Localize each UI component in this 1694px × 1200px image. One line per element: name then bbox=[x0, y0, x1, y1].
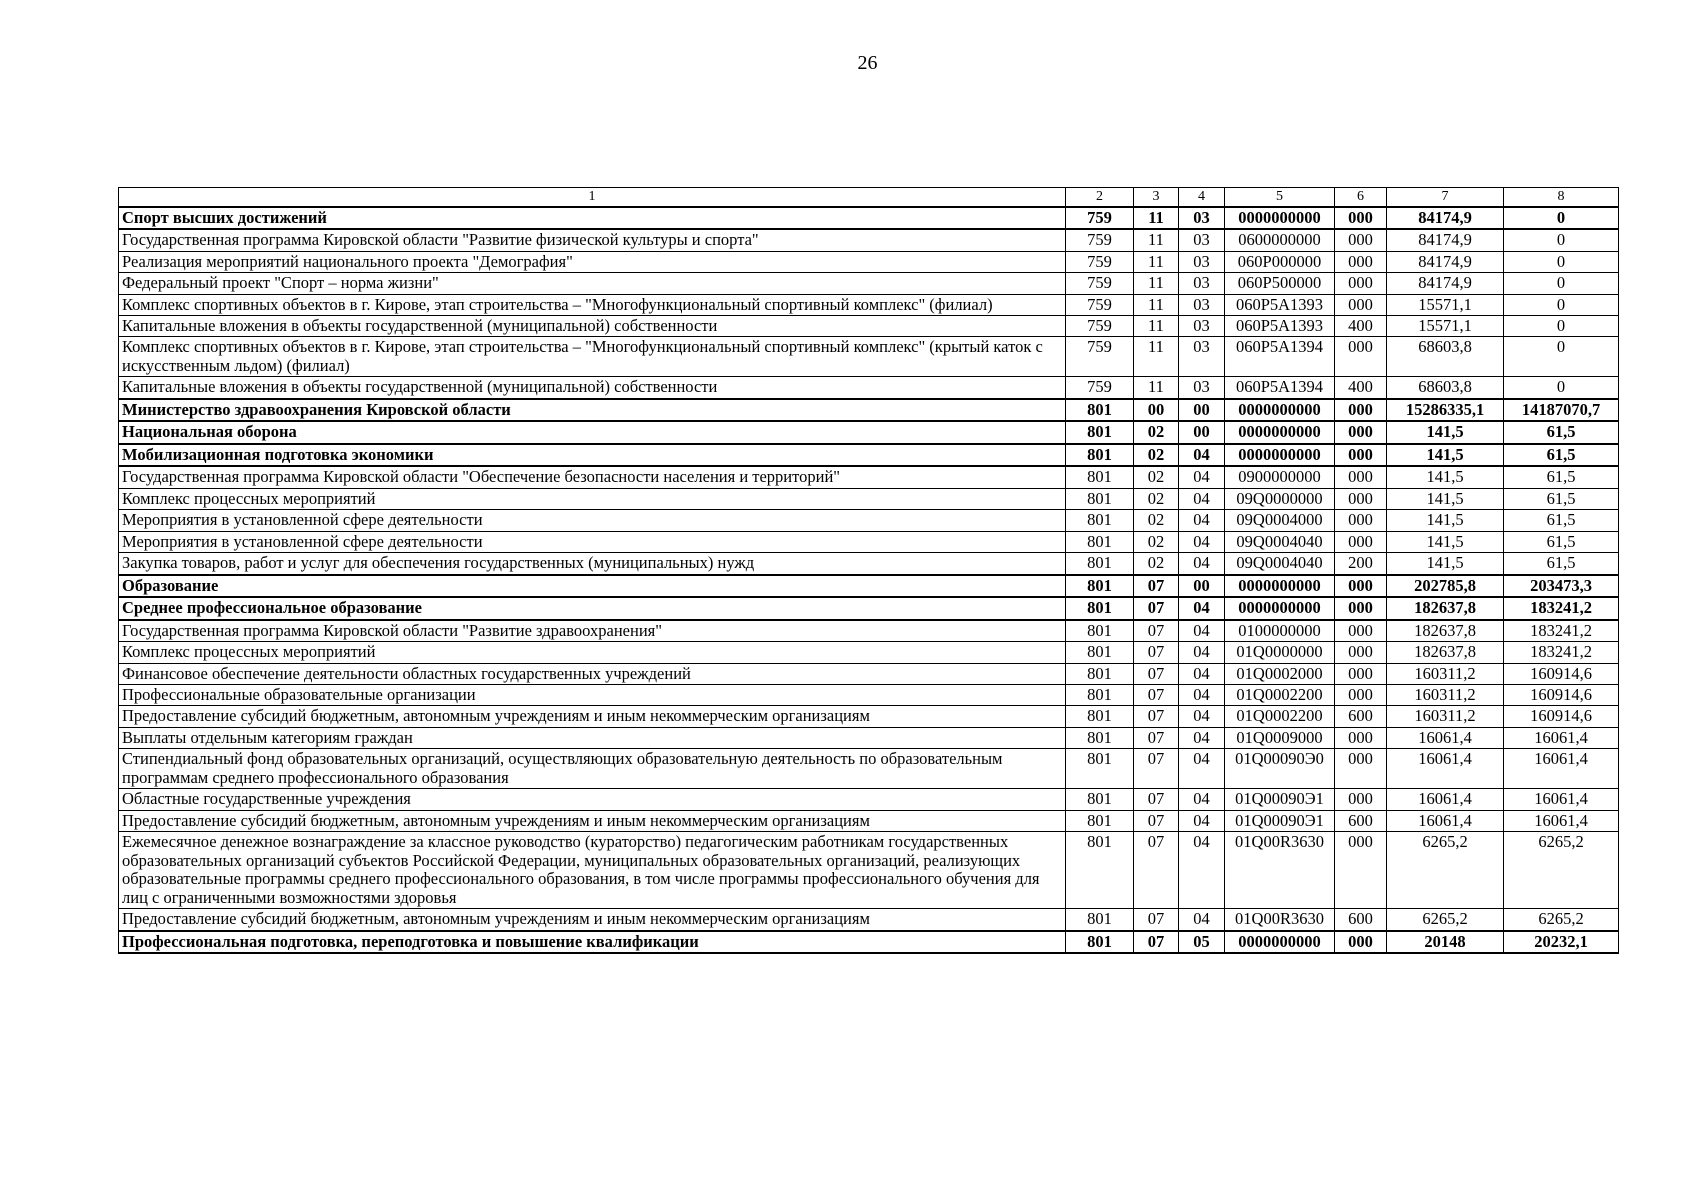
row-amount-year1-cell: 6265,2 bbox=[1387, 909, 1504, 931]
row-subsection-cell: 04 bbox=[1179, 706, 1225, 727]
row-target-article-cell: 01Q0009000 bbox=[1225, 727, 1335, 748]
row-name-cell: Государственная программа Кировской области "Развитие здравоохранения" bbox=[119, 620, 1066, 642]
row-name-cell: Финансовое обеспечение деятельности областных государственных учреждений bbox=[119, 663, 1066, 684]
row-ministry-code-cell: 801 bbox=[1066, 789, 1134, 810]
row-amount-year2-cell: 61,5 bbox=[1504, 531, 1619, 552]
row-amount-year2-cell: 0 bbox=[1504, 273, 1619, 294]
row-subsection-cell: 03 bbox=[1179, 316, 1225, 337]
row-target-article-cell: 060P5A1394 bbox=[1225, 337, 1335, 377]
row-amount-year1-cell: 160311,2 bbox=[1387, 663, 1504, 684]
row-amount-year2-cell: 16061,4 bbox=[1504, 727, 1619, 748]
row-name-cell: Выплаты отдельным категориям граждан bbox=[119, 727, 1066, 748]
row-section-cell: 11 bbox=[1134, 337, 1179, 377]
table-row bbox=[119, 399, 1619, 421]
row-name-cell: Федеральный проект "Спорт – норма жизни" bbox=[119, 273, 1066, 294]
row-name-cell: Капитальные вложения в объекты государственной (муниципальной) собственности bbox=[119, 316, 1066, 337]
row-amount-year1-cell: 15286335,1 bbox=[1387, 399, 1504, 421]
row-expense-type-cell: 000 bbox=[1335, 597, 1387, 619]
row-expense-type-cell: 000 bbox=[1335, 488, 1387, 509]
row-amount-year2-cell: 61,5 bbox=[1504, 553, 1619, 575]
row-target-article-cell: 01Q00090Э0 bbox=[1225, 749, 1335, 789]
row-ministry-code-cell: 801 bbox=[1066, 421, 1134, 443]
row-amount-year1-cell: 182637,8 bbox=[1387, 620, 1504, 642]
table-row bbox=[119, 620, 1619, 642]
row-name-cell: Капитальные вложения в объекты государственной (муниципальной) собственности bbox=[119, 377, 1066, 399]
row-expense-type-cell: 000 bbox=[1335, 575, 1387, 597]
row-subsection-cell: 03 bbox=[1179, 273, 1225, 294]
row-amount-year1-cell: 141,5 bbox=[1387, 466, 1504, 488]
table-row bbox=[119, 531, 1619, 552]
column-header: 4 bbox=[1179, 188, 1225, 207]
row-ministry-code-cell: 801 bbox=[1066, 553, 1134, 575]
row-name-cell: Профессиональные образовательные организации bbox=[119, 684, 1066, 705]
row-expense-type-cell: 000 bbox=[1335, 620, 1387, 642]
row-amount-year1-cell: 160311,2 bbox=[1387, 684, 1504, 705]
column-header: 1 bbox=[119, 188, 1066, 207]
row-subsection-cell: 04 bbox=[1179, 642, 1225, 663]
row-name-cell: Предоставление субсидий бюджетным, автономным учреждениям и иным некоммерческим организациям bbox=[119, 706, 1066, 727]
row-expense-type-cell: 000 bbox=[1335, 294, 1387, 315]
row-name-cell: Национальная оборона bbox=[119, 421, 1066, 443]
row-amount-year2-cell: 160914,6 bbox=[1504, 663, 1619, 684]
row-target-article-cell: 09Q0004040 bbox=[1225, 531, 1335, 552]
row-expense-type-cell: 200 bbox=[1335, 553, 1387, 575]
row-name-cell: Ежемесячное денежное вознаграждение за классное руководство (кураторство) педагогическим работникам государственных образовательных организаций субъектов Российской Федерации, муниципальных образовательных организаций, реализующих образовательные программы среднего профессионального образования, в том числе программы профессионального обучения для лиц с ограниченными возможностями здоровья bbox=[119, 832, 1066, 909]
row-amount-year2-cell: 61,5 bbox=[1504, 510, 1619, 531]
row-target-article-cell: 01Q00R3630 bbox=[1225, 832, 1335, 909]
row-expense-type-cell: 000 bbox=[1335, 207, 1387, 229]
row-expense-type-cell: 000 bbox=[1335, 337, 1387, 377]
row-section-cell: 11 bbox=[1134, 294, 1179, 315]
row-section-cell: 07 bbox=[1134, 575, 1179, 597]
table-row bbox=[119, 316, 1619, 337]
page-number: 26 bbox=[857, 52, 878, 74]
row-amount-year2-cell: 0 bbox=[1504, 207, 1619, 229]
row-target-article-cell: 0000000000 bbox=[1225, 597, 1335, 619]
row-amount-year1-cell: 141,5 bbox=[1387, 444, 1504, 466]
row-section-cell: 02 bbox=[1134, 421, 1179, 443]
row-name-cell: Предоставление субсидий бюджетным, автономным учреждениям и иным некоммерческим организациям bbox=[119, 909, 1066, 931]
row-amount-year2-cell: 160914,6 bbox=[1504, 684, 1619, 705]
row-ministry-code-cell: 801 bbox=[1066, 444, 1134, 466]
row-subsection-cell: 03 bbox=[1179, 294, 1225, 315]
row-subsection-cell: 03 bbox=[1179, 251, 1225, 272]
row-amount-year2-cell: 61,5 bbox=[1504, 421, 1619, 443]
row-section-cell: 07 bbox=[1134, 620, 1179, 642]
row-ministry-code-cell: 759 bbox=[1066, 273, 1134, 294]
row-amount-year2-cell: 183241,2 bbox=[1504, 642, 1619, 663]
row-subsection-cell: 03 bbox=[1179, 229, 1225, 251]
row-amount-year1-cell: 182637,8 bbox=[1387, 597, 1504, 619]
table-row bbox=[119, 229, 1619, 251]
table-row bbox=[119, 909, 1619, 931]
row-ministry-code-cell: 801 bbox=[1066, 931, 1134, 953]
table-row bbox=[119, 444, 1619, 466]
row-name-cell: Предоставление субсидий бюджетным, автономным учреждениям и иным некоммерческим организациям bbox=[119, 810, 1066, 831]
row-section-cell: 02 bbox=[1134, 488, 1179, 509]
table-row bbox=[119, 642, 1619, 663]
row-amount-year2-cell: 14187070,7 bbox=[1504, 399, 1619, 421]
row-name-cell: Государственная программа Кировской области "Обеспечение безопасности населения и территорий" bbox=[119, 466, 1066, 488]
row-expense-type-cell: 000 bbox=[1335, 531, 1387, 552]
table-row bbox=[119, 931, 1619, 953]
row-ministry-code-cell: 801 bbox=[1066, 510, 1134, 531]
row-subsection-cell: 03 bbox=[1179, 377, 1225, 399]
row-expense-type-cell: 000 bbox=[1335, 642, 1387, 663]
row-amount-year1-cell: 84174,9 bbox=[1387, 273, 1504, 294]
row-section-cell: 02 bbox=[1134, 510, 1179, 531]
row-amount-year1-cell: 20148 bbox=[1387, 931, 1504, 953]
row-ministry-code-cell: 801 bbox=[1066, 466, 1134, 488]
row-subsection-cell: 04 bbox=[1179, 620, 1225, 642]
row-amount-year1-cell: 84174,9 bbox=[1387, 251, 1504, 272]
row-expense-type-cell: 000 bbox=[1335, 444, 1387, 466]
row-amount-year1-cell: 6265,2 bbox=[1387, 832, 1504, 909]
row-name-cell: Реализация мероприятий национального проекта "Демография" bbox=[119, 251, 1066, 272]
row-amount-year2-cell: 20232,1 bbox=[1504, 931, 1619, 953]
row-subsection-cell: 04 bbox=[1179, 553, 1225, 575]
table-row bbox=[119, 488, 1619, 509]
row-amount-year1-cell: 141,5 bbox=[1387, 488, 1504, 509]
table-row bbox=[119, 421, 1619, 443]
row-name-cell: Среднее профессиональное образование bbox=[119, 597, 1066, 619]
row-ministry-code-cell: 801 bbox=[1066, 749, 1134, 789]
row-section-cell: 11 bbox=[1134, 316, 1179, 337]
row-section-cell: 07 bbox=[1134, 810, 1179, 831]
row-ministry-code-cell: 801 bbox=[1066, 909, 1134, 931]
table-row bbox=[119, 294, 1619, 315]
row-section-cell: 07 bbox=[1134, 663, 1179, 684]
row-subsection-cell: 04 bbox=[1179, 810, 1225, 831]
table-row bbox=[119, 575, 1619, 597]
row-section-cell: 11 bbox=[1134, 377, 1179, 399]
row-amount-year2-cell: 16061,4 bbox=[1504, 810, 1619, 831]
row-target-article-cell: 060P500000 bbox=[1225, 273, 1335, 294]
row-section-cell: 07 bbox=[1134, 931, 1179, 953]
row-ministry-code-cell: 801 bbox=[1066, 488, 1134, 509]
row-target-article-cell: 060P000000 bbox=[1225, 251, 1335, 272]
row-section-cell: 02 bbox=[1134, 531, 1179, 552]
row-amount-year1-cell: 182637,8 bbox=[1387, 642, 1504, 663]
row-expense-type-cell: 000 bbox=[1335, 510, 1387, 531]
row-section-cell: 07 bbox=[1134, 727, 1179, 748]
row-ministry-code-cell: 801 bbox=[1066, 706, 1134, 727]
row-amount-year2-cell: 0 bbox=[1504, 251, 1619, 272]
row-expense-type-cell: 000 bbox=[1335, 466, 1387, 488]
row-amount-year1-cell: 160311,2 bbox=[1387, 706, 1504, 727]
table-row bbox=[119, 597, 1619, 619]
row-ministry-code-cell: 801 bbox=[1066, 531, 1134, 552]
row-section-cell: 07 bbox=[1134, 749, 1179, 789]
row-name-cell: Образование bbox=[119, 575, 1066, 597]
row-amount-year1-cell: 16061,4 bbox=[1387, 789, 1504, 810]
row-name-cell: Мобилизационная подготовка экономики bbox=[119, 444, 1066, 466]
row-name-cell: Профессиональная подготовка, переподготовка и повышение квалификации bbox=[119, 931, 1066, 953]
row-amount-year1-cell: 141,5 bbox=[1387, 421, 1504, 443]
row-expense-type-cell: 600 bbox=[1335, 810, 1387, 831]
row-subsection-cell: 04 bbox=[1179, 466, 1225, 488]
row-target-article-cell: 01Q0002000 bbox=[1225, 663, 1335, 684]
row-subsection-cell: 00 bbox=[1179, 575, 1225, 597]
row-ministry-code-cell: 759 bbox=[1066, 251, 1134, 272]
row-amount-year2-cell: 203473,3 bbox=[1504, 575, 1619, 597]
row-target-article-cell: 09Q0004000 bbox=[1225, 510, 1335, 531]
column-header: 3 bbox=[1134, 188, 1179, 207]
row-amount-year2-cell: 160914,6 bbox=[1504, 706, 1619, 727]
table-row bbox=[119, 706, 1619, 727]
row-amount-year1-cell: 16061,4 bbox=[1387, 810, 1504, 831]
row-amount-year2-cell: 183241,2 bbox=[1504, 597, 1619, 619]
row-subsection-cell: 03 bbox=[1179, 207, 1225, 229]
row-expense-type-cell: 000 bbox=[1335, 931, 1387, 953]
row-subsection-cell: 00 bbox=[1179, 399, 1225, 421]
row-subsection-cell: 04 bbox=[1179, 789, 1225, 810]
row-expense-type-cell: 000 bbox=[1335, 684, 1387, 705]
table-row bbox=[119, 510, 1619, 531]
row-subsection-cell: 04 bbox=[1179, 510, 1225, 531]
row-ministry-code-cell: 759 bbox=[1066, 294, 1134, 315]
row-target-article-cell: 01Q00090Э1 bbox=[1225, 810, 1335, 831]
row-section-cell: 02 bbox=[1134, 553, 1179, 575]
row-amount-year1-cell: 84174,9 bbox=[1387, 229, 1504, 251]
row-subsection-cell: 04 bbox=[1179, 727, 1225, 748]
row-expense-type-cell: 000 bbox=[1335, 229, 1387, 251]
row-amount-year2-cell: 0 bbox=[1504, 377, 1619, 399]
row-expense-type-cell: 000 bbox=[1335, 727, 1387, 748]
row-ministry-code-cell: 801 bbox=[1066, 620, 1134, 642]
row-section-cell: 11 bbox=[1134, 229, 1179, 251]
row-section-cell: 02 bbox=[1134, 466, 1179, 488]
table-row bbox=[119, 251, 1619, 272]
row-target-article-cell: 0000000000 bbox=[1225, 207, 1335, 229]
row-expense-type-cell: 400 bbox=[1335, 316, 1387, 337]
table-row bbox=[119, 466, 1619, 488]
row-expense-type-cell: 600 bbox=[1335, 706, 1387, 727]
table-row bbox=[119, 663, 1619, 684]
row-amount-year2-cell: 0 bbox=[1504, 316, 1619, 337]
column-header: 7 bbox=[1387, 188, 1504, 207]
row-ministry-code-cell: 801 bbox=[1066, 810, 1134, 831]
row-name-cell: Комплекс спортивных объектов в г. Кирове, этап строительства – "Многофункциональный спортивный комплекс" (филиал) bbox=[119, 294, 1066, 315]
row-target-article-cell: 0900000000 bbox=[1225, 466, 1335, 488]
row-amount-year1-cell: 16061,4 bbox=[1387, 727, 1504, 748]
row-subsection-cell: 04 bbox=[1179, 832, 1225, 909]
row-ministry-code-cell: 759 bbox=[1066, 337, 1134, 377]
table-row bbox=[119, 727, 1619, 748]
row-amount-year2-cell: 61,5 bbox=[1504, 444, 1619, 466]
row-name-cell: Стипендиальный фонд образовательных организаций, осуществляющих образовательную деятельность по образовательным программам среднего профессионального образования bbox=[119, 749, 1066, 789]
row-amount-year2-cell: 0 bbox=[1504, 294, 1619, 315]
row-target-article-cell: 060P5A1393 bbox=[1225, 316, 1335, 337]
row-amount-year2-cell: 61,5 bbox=[1504, 488, 1619, 509]
budget-table bbox=[118, 187, 1619, 954]
row-target-article-cell: 09Q0000000 bbox=[1225, 488, 1335, 509]
row-amount-year1-cell: 68603,8 bbox=[1387, 337, 1504, 377]
table-row bbox=[119, 207, 1619, 229]
row-ministry-code-cell: 759 bbox=[1066, 377, 1134, 399]
table-row bbox=[119, 377, 1619, 399]
row-ministry-code-cell: 759 bbox=[1066, 229, 1134, 251]
table-body bbox=[119, 207, 1619, 953]
row-expense-type-cell: 000 bbox=[1335, 749, 1387, 789]
row-name-cell: Государственная программа Кировской области "Развитие физической культуры и спорта" bbox=[119, 229, 1066, 251]
row-section-cell: 07 bbox=[1134, 684, 1179, 705]
row-section-cell: 07 bbox=[1134, 706, 1179, 727]
row-target-article-cell: 0600000000 bbox=[1225, 229, 1335, 251]
row-expense-type-cell: 000 bbox=[1335, 421, 1387, 443]
row-amount-year2-cell: 61,5 bbox=[1504, 466, 1619, 488]
row-ministry-code-cell: 759 bbox=[1066, 207, 1134, 229]
row-subsection-cell: 03 bbox=[1179, 337, 1225, 377]
row-section-cell: 07 bbox=[1134, 789, 1179, 810]
row-target-article-cell: 060P5A1393 bbox=[1225, 294, 1335, 315]
row-expense-type-cell: 000 bbox=[1335, 399, 1387, 421]
table-row bbox=[119, 810, 1619, 831]
row-name-cell: Мероприятия в установленной сфере деятельности bbox=[119, 510, 1066, 531]
row-section-cell: 11 bbox=[1134, 273, 1179, 294]
row-amount-year1-cell: 15571,1 bbox=[1387, 294, 1504, 315]
row-name-cell: Спорт высших достижений bbox=[119, 207, 1066, 229]
row-ministry-code-cell: 801 bbox=[1066, 663, 1134, 684]
row-target-article-cell: 01Q0000000 bbox=[1225, 642, 1335, 663]
column-header: 5 bbox=[1225, 188, 1335, 207]
row-target-article-cell: 0000000000 bbox=[1225, 444, 1335, 466]
row-amount-year1-cell: 84174,9 bbox=[1387, 207, 1504, 229]
row-section-cell: 07 bbox=[1134, 909, 1179, 931]
row-target-article-cell: 0000000000 bbox=[1225, 931, 1335, 953]
row-subsection-cell: 04 bbox=[1179, 749, 1225, 789]
row-target-article-cell: 0000000000 bbox=[1225, 399, 1335, 421]
table-row bbox=[119, 553, 1619, 575]
row-subsection-cell: 04 bbox=[1179, 909, 1225, 931]
row-ministry-code-cell: 801 bbox=[1066, 642, 1134, 663]
row-name-cell: Мероприятия в установленной сфере деятельности bbox=[119, 531, 1066, 552]
row-name-cell: Комплекс спортивных объектов в г. Кирове, этап строительства – "Многофункциональный спортивный комплекс" (крытый каток с искусственным льдом) (филиал) bbox=[119, 337, 1066, 377]
row-section-cell: 00 bbox=[1134, 399, 1179, 421]
row-amount-year1-cell: 141,5 bbox=[1387, 510, 1504, 531]
row-target-article-cell: 0000000000 bbox=[1225, 575, 1335, 597]
row-amount-year2-cell: 16061,4 bbox=[1504, 749, 1619, 789]
table-row bbox=[119, 749, 1619, 789]
row-section-cell: 07 bbox=[1134, 642, 1179, 663]
row-ministry-code-cell: 801 bbox=[1066, 727, 1134, 748]
row-subsection-cell: 04 bbox=[1179, 663, 1225, 684]
row-target-article-cell: 060P5A1394 bbox=[1225, 377, 1335, 399]
table-row bbox=[119, 273, 1619, 294]
column-header: 8 bbox=[1504, 188, 1619, 207]
row-section-cell: 11 bbox=[1134, 207, 1179, 229]
row-amount-year1-cell: 15571,1 bbox=[1387, 316, 1504, 337]
row-amount-year2-cell: 0 bbox=[1504, 229, 1619, 251]
row-amount-year2-cell: 183241,2 bbox=[1504, 620, 1619, 642]
row-expense-type-cell: 000 bbox=[1335, 832, 1387, 909]
row-section-cell: 11 bbox=[1134, 251, 1179, 272]
column-header: 2 bbox=[1066, 188, 1134, 207]
row-amount-year1-cell: 202785,8 bbox=[1387, 575, 1504, 597]
row-name-cell: Министерство здравоохранения Кировской области bbox=[119, 399, 1066, 421]
table-header-row bbox=[119, 188, 1619, 207]
row-subsection-cell: 04 bbox=[1179, 597, 1225, 619]
row-section-cell: 07 bbox=[1134, 832, 1179, 909]
row-section-cell: 02 bbox=[1134, 444, 1179, 466]
column-header: 6 bbox=[1335, 188, 1387, 207]
row-name-cell: Областные государственные учреждения bbox=[119, 789, 1066, 810]
table-row bbox=[119, 789, 1619, 810]
row-expense-type-cell: 000 bbox=[1335, 251, 1387, 272]
row-section-cell: 07 bbox=[1134, 597, 1179, 619]
row-amount-year2-cell: 0 bbox=[1504, 337, 1619, 377]
row-target-article-cell: 09Q0004040 bbox=[1225, 553, 1335, 575]
row-expense-type-cell: 000 bbox=[1335, 273, 1387, 294]
row-target-article-cell: 01Q0002200 bbox=[1225, 706, 1335, 727]
row-target-article-cell: 01Q00090Э1 bbox=[1225, 789, 1335, 810]
row-subsection-cell: 04 bbox=[1179, 684, 1225, 705]
row-target-article-cell: 01Q0002200 bbox=[1225, 684, 1335, 705]
row-ministry-code-cell: 759 bbox=[1066, 316, 1134, 337]
row-amount-year2-cell: 6265,2 bbox=[1504, 832, 1619, 909]
row-subsection-cell: 05 bbox=[1179, 931, 1225, 953]
row-amount-year2-cell: 6265,2 bbox=[1504, 909, 1619, 931]
row-name-cell: Комплекс процессных мероприятий bbox=[119, 642, 1066, 663]
row-expense-type-cell: 000 bbox=[1335, 789, 1387, 810]
row-ministry-code-cell: 801 bbox=[1066, 832, 1134, 909]
table-row bbox=[119, 684, 1619, 705]
row-ministry-code-cell: 801 bbox=[1066, 597, 1134, 619]
row-target-article-cell: 01Q00R3630 bbox=[1225, 909, 1335, 931]
row-amount-year2-cell: 16061,4 bbox=[1504, 789, 1619, 810]
row-ministry-code-cell: 801 bbox=[1066, 399, 1134, 421]
row-subsection-cell: 04 bbox=[1179, 531, 1225, 552]
row-amount-year1-cell: 16061,4 bbox=[1387, 749, 1504, 789]
row-name-cell: Закупка товаров, работ и услуг для обеспечения государственных (муниципальных) нужд bbox=[119, 553, 1066, 575]
row-subsection-cell: 04 bbox=[1179, 444, 1225, 466]
table-row bbox=[119, 832, 1619, 909]
row-expense-type-cell: 600 bbox=[1335, 909, 1387, 931]
row-ministry-code-cell: 801 bbox=[1066, 575, 1134, 597]
row-name-cell: Комплекс процессных мероприятий bbox=[119, 488, 1066, 509]
row-subsection-cell: 00 bbox=[1179, 421, 1225, 443]
row-target-article-cell: 0100000000 bbox=[1225, 620, 1335, 642]
row-ministry-code-cell: 801 bbox=[1066, 684, 1134, 705]
table-row bbox=[119, 337, 1619, 377]
row-amount-year1-cell: 141,5 bbox=[1387, 531, 1504, 552]
row-expense-type-cell: 400 bbox=[1335, 377, 1387, 399]
row-target-article-cell: 0000000000 bbox=[1225, 421, 1335, 443]
row-subsection-cell: 04 bbox=[1179, 488, 1225, 509]
row-expense-type-cell: 000 bbox=[1335, 663, 1387, 684]
row-amount-year1-cell: 68603,8 bbox=[1387, 377, 1504, 399]
row-amount-year1-cell: 141,5 bbox=[1387, 553, 1504, 575]
